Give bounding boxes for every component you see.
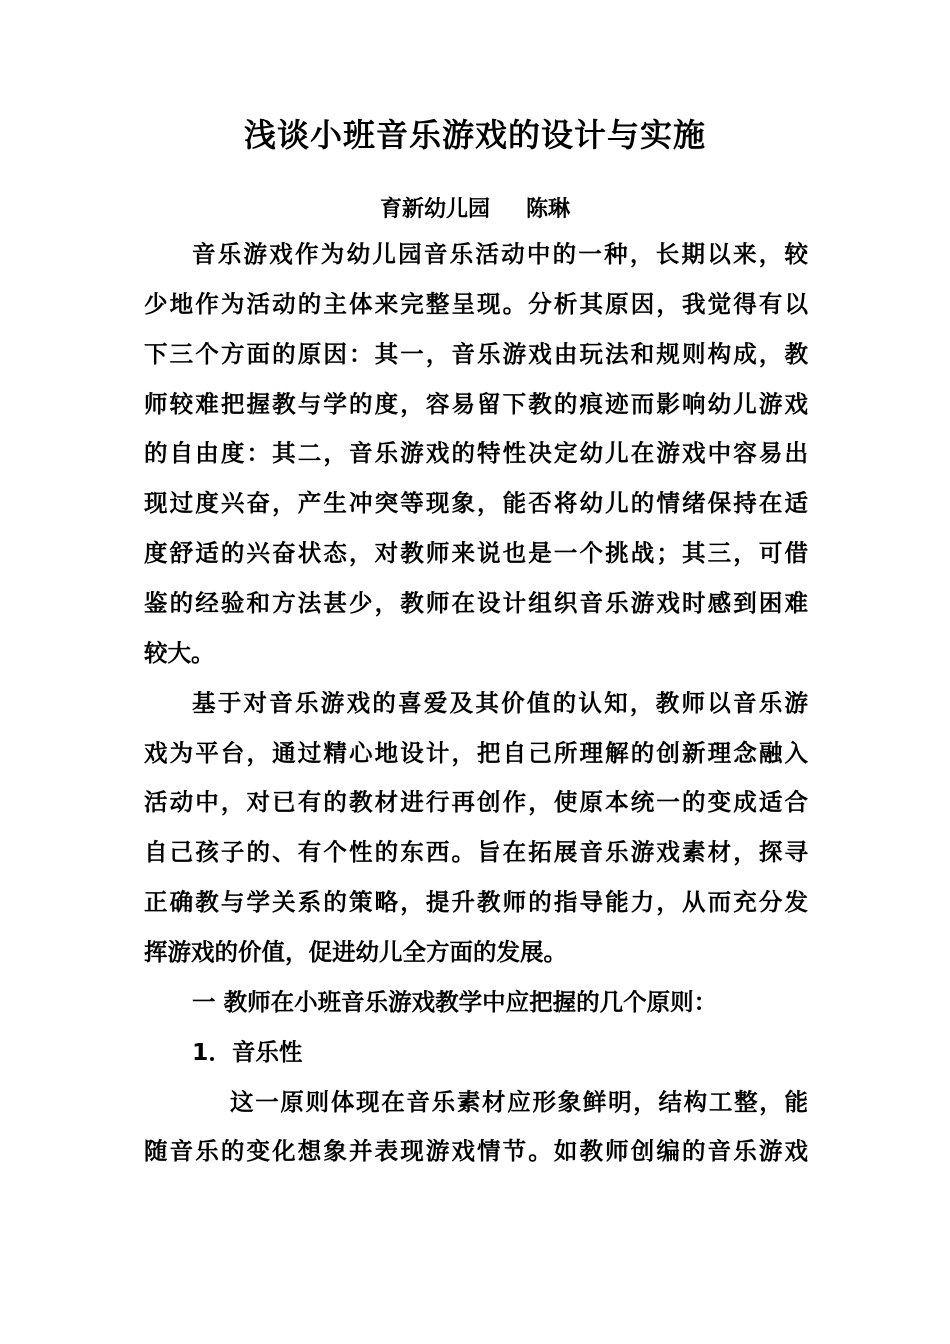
text-line: 音乐游戏作为幼儿园音乐活动中的一种，长期以来，较 bbox=[192, 240, 808, 268]
school-name: 育新幼儿园 bbox=[379, 197, 490, 222]
text-line: 随音乐的变化想象并表现游戏情节。如教师创编的音乐游戏 bbox=[144, 1137, 808, 1165]
text-line: 正确教与学关系的策略，提升教师的指导能力，从而充分发 bbox=[144, 888, 808, 916]
text-line: 的自由度：其二，音乐游戏的特性决定幼儿在游戏中容易出 bbox=[144, 439, 808, 467]
text-line: 少地作为活动的主体来完整呈现。分析其原因，我觉得有以 bbox=[144, 290, 808, 318]
text-line: 基于对音乐游戏的喜爱及其价值的认知，教师以音乐游 bbox=[192, 689, 808, 717]
text-line: 下三个方面的原因：其一，音乐游戏由玩法和规则构成，教 bbox=[144, 340, 808, 368]
text-line: 挥游戏的价值，促进幼儿全方面的发展。 bbox=[144, 938, 567, 966]
text-line: 活动中，对已有的教材进行再创作，使原本统一的变成适合 bbox=[144, 788, 808, 816]
text-line: 较大。 bbox=[144, 639, 215, 667]
text-line: 这一原则体现在音乐素材应形象鲜明，结构工整，能 bbox=[230, 1088, 808, 1116]
text-line: 师较难把握教与学的度，容易留下教的痕迹而影响幼儿游戏 bbox=[144, 390, 808, 418]
text-line: 现过度兴奋，产生冲突等现象，能否将幼儿的情绪保持在适 bbox=[144, 489, 808, 517]
subsection-heading: 1．音乐性 bbox=[192, 1038, 303, 1066]
text-line: 鉴的经验和方法甚少，教师在设计组织音乐游戏时感到困难 bbox=[144, 589, 808, 617]
byline bbox=[0, 192, 950, 223]
document-title: 浅谈小班音乐游戏的设计与实施 bbox=[243, 116, 706, 154]
text-line: 度舒适的兴奋状态，对教师来说也是一个挑战；其三，可借 bbox=[144, 539, 808, 567]
author-name: 陈琳 bbox=[526, 197, 571, 222]
text-line: 戏为平台，通过精心地设计，把自己所理解的创新理念融入 bbox=[144, 739, 808, 767]
text-line: 自己孩子的、有个性的东西。旨在拓展音乐游戏素材，探寻 bbox=[144, 838, 808, 866]
section-heading: 一 教师在小班音乐游戏教学中应把握的几个原则： bbox=[192, 988, 718, 1016]
